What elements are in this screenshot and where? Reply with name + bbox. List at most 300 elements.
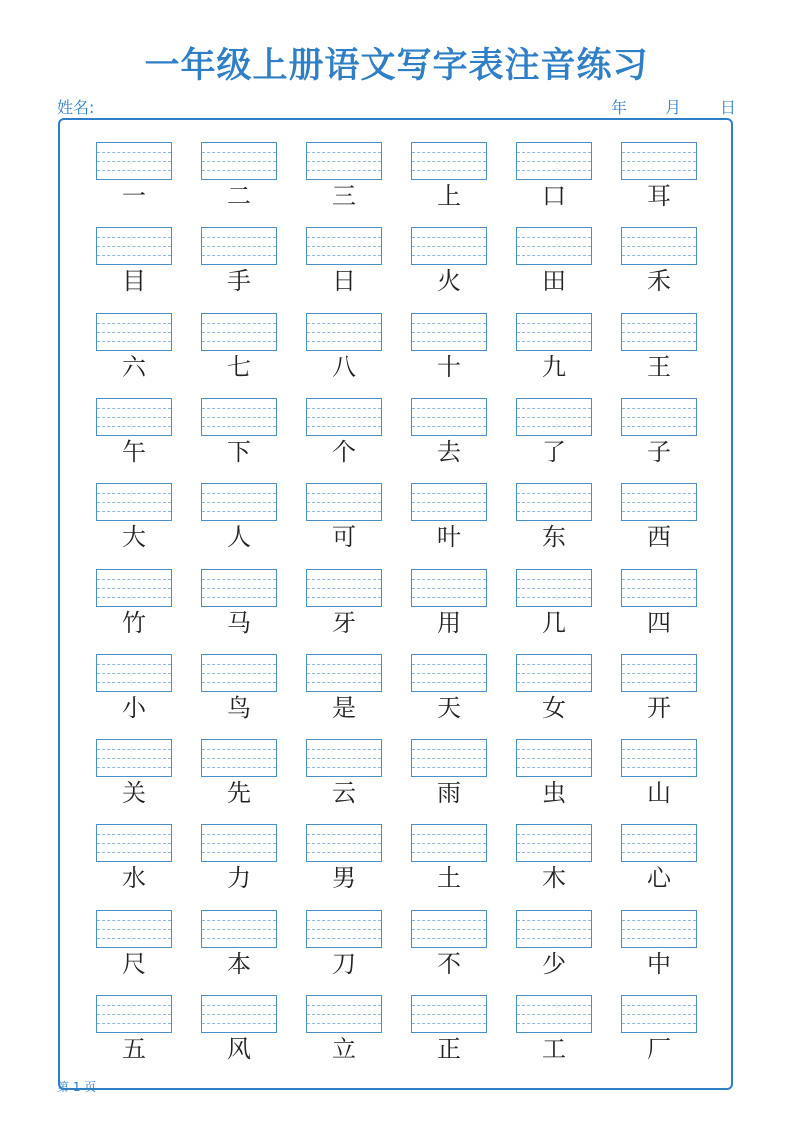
pinyin-guide-line (412, 929, 486, 930)
pinyin-writing-box[interactable] (306, 142, 382, 180)
pinyin-writing-box[interactable] (96, 313, 172, 351)
character-cell (621, 739, 697, 807)
pinyin-guide-line (97, 426, 171, 427)
pinyin-writing-box[interactable] (516, 569, 592, 607)
pinyin-guide-line (517, 682, 591, 683)
pinyin-writing-box[interactable] (411, 995, 487, 1033)
pinyin-guide-line (412, 597, 486, 598)
hanzi-character: 二 (227, 182, 251, 210)
pinyin-guide-line (202, 170, 276, 171)
character-cell (621, 227, 697, 295)
pinyin-guide-line (97, 588, 171, 589)
pinyin-guide-line (622, 255, 696, 256)
date-day-label: 日 (720, 98, 737, 117)
hanzi-character: 下 (227, 438, 251, 466)
character-cell (96, 313, 172, 381)
character-cell (516, 654, 592, 722)
pinyin-writing-box[interactable] (96, 398, 172, 436)
pinyin-guide-line (412, 843, 486, 844)
hanzi-character: 开 (647, 694, 671, 722)
character-cell (516, 483, 592, 551)
character-cell (306, 398, 382, 466)
pinyin-guide-line (517, 237, 591, 238)
pinyin-guide-line (97, 417, 171, 418)
pinyin-guide-line (307, 511, 381, 512)
pinyin-guide-line (517, 332, 591, 333)
pinyin-writing-box[interactable] (621, 398, 697, 436)
pinyin-guide-line (517, 852, 591, 853)
character-cell (411, 824, 487, 892)
pinyin-writing-box[interactable] (516, 910, 592, 948)
character-cell (306, 483, 382, 551)
hanzi-character: 立 (332, 1035, 356, 1063)
pinyin-writing-box[interactable] (516, 398, 592, 436)
pinyin-guide-line (517, 152, 591, 153)
pinyin-writing-box[interactable] (201, 654, 277, 692)
date-year-label: 年 (611, 98, 628, 117)
pinyin-guide-line (97, 332, 171, 333)
page-number: 第 1 页 (57, 1080, 97, 1094)
pinyin-writing-box[interactable] (201, 910, 277, 948)
pinyin-guide-line (412, 161, 486, 162)
pinyin-guide-line (307, 161, 381, 162)
pinyin-writing-box[interactable] (621, 483, 697, 521)
hanzi-character: 禾 (647, 267, 671, 295)
pinyin-guide-line (622, 341, 696, 342)
pinyin-guide-line (307, 1023, 381, 1024)
pinyin-guide-line (622, 502, 696, 503)
pinyin-writing-box[interactable] (306, 483, 382, 521)
pinyin-guide-line (307, 749, 381, 750)
pinyin-guide-line (202, 597, 276, 598)
character-cell (306, 654, 382, 722)
pinyin-guide-line (307, 417, 381, 418)
hanzi-character: 十 (437, 353, 461, 381)
pinyin-guide-line (622, 511, 696, 512)
pinyin-guide-line (202, 408, 276, 409)
pinyin-guide-line (622, 920, 696, 921)
pinyin-guide-line (97, 929, 171, 930)
pinyin-guide-line (517, 843, 591, 844)
hanzi-character: 本 (227, 950, 251, 978)
pinyin-writing-box[interactable] (96, 910, 172, 948)
pinyin-writing-box[interactable] (621, 227, 697, 265)
pinyin-guide-line (307, 597, 381, 598)
character-cell (201, 995, 277, 1063)
pinyin-writing-box[interactable] (306, 739, 382, 777)
pinyin-guide-line (202, 749, 276, 750)
pinyin-guide-line (97, 161, 171, 162)
pinyin-guide-line (97, 408, 171, 409)
character-cell (201, 739, 277, 807)
pinyin-guide-line (202, 332, 276, 333)
character-cell (621, 569, 697, 637)
pinyin-guide-line (307, 502, 381, 503)
pinyin-guide-line (622, 758, 696, 759)
pinyin-guide-line (412, 834, 486, 835)
hanzi-character: 尺 (122, 950, 146, 978)
pinyin-writing-box[interactable] (96, 739, 172, 777)
pinyin-writing-box[interactable] (516, 824, 592, 862)
pinyin-writing-box[interactable] (621, 824, 697, 862)
pinyin-guide-line (412, 673, 486, 674)
pinyin-guide-line (517, 323, 591, 324)
hanzi-character: 人 (227, 523, 251, 551)
hanzi-character: 马 (227, 609, 251, 637)
pinyin-guide-line (97, 834, 171, 835)
pinyin-guide-line (622, 929, 696, 930)
pinyin-writing-box[interactable] (201, 483, 277, 521)
pinyin-guide-line (622, 852, 696, 853)
character-cell (96, 142, 172, 210)
pinyin-writing-box[interactable] (201, 227, 277, 265)
pinyin-guide-line (307, 152, 381, 153)
pinyin-guide-line (517, 579, 591, 580)
hanzi-character: 少 (542, 950, 566, 978)
hanzi-character: 上 (437, 182, 461, 210)
pinyin-guide-line (622, 673, 696, 674)
pinyin-guide-line (202, 767, 276, 768)
pinyin-writing-box[interactable] (96, 483, 172, 521)
pinyin-writing-box[interactable] (201, 398, 277, 436)
pinyin-guide-line (97, 1005, 171, 1006)
pinyin-guide-line (97, 1023, 171, 1024)
pinyin-guide-line (517, 673, 591, 674)
pinyin-guide-line (97, 511, 171, 512)
pinyin-guide-line (202, 1005, 276, 1006)
pinyin-writing-box[interactable] (306, 995, 382, 1033)
pinyin-guide-line (97, 767, 171, 768)
pinyin-guide-line (97, 502, 171, 503)
pinyin-guide-line (622, 588, 696, 589)
pinyin-guide-line (202, 682, 276, 683)
character-cell (96, 910, 172, 978)
pinyin-guide-line (202, 161, 276, 162)
hanzi-character: 五 (122, 1035, 146, 1063)
pinyin-writing-box[interactable] (411, 739, 487, 777)
pinyin-guide-line (97, 673, 171, 674)
pinyin-guide-line (97, 152, 171, 153)
hanzi-character: 正 (437, 1035, 461, 1063)
pinyin-guide-line (517, 920, 591, 921)
character-cell (411, 739, 487, 807)
pinyin-guide-line (97, 664, 171, 665)
character-cell (621, 910, 697, 978)
pinyin-guide-line (622, 161, 696, 162)
character-cell (411, 995, 487, 1063)
pinyin-guide-line (412, 852, 486, 853)
hanzi-character: 口 (542, 182, 566, 210)
character-cell (621, 654, 697, 722)
pinyin-guide-line (622, 417, 696, 418)
pinyin-writing-box[interactable] (96, 569, 172, 607)
pinyin-guide-line (202, 673, 276, 674)
pinyin-guide-line (517, 834, 591, 835)
character-cell (621, 313, 697, 381)
pinyin-guide-line (517, 938, 591, 939)
character-cell (411, 483, 487, 551)
hanzi-character: 水 (122, 864, 146, 892)
pinyin-writing-box[interactable] (306, 569, 382, 607)
pinyin-guide-line (412, 170, 486, 171)
pinyin-guide-line (202, 511, 276, 512)
pinyin-guide-line (202, 664, 276, 665)
pinyin-guide-line (622, 1023, 696, 1024)
pinyin-guide-line (412, 664, 486, 665)
character-cell (306, 227, 382, 295)
pinyin-guide-line (412, 341, 486, 342)
hanzi-character: 虫 (542, 779, 566, 807)
character-cell (411, 227, 487, 295)
pinyin-writing-box[interactable] (306, 227, 382, 265)
hanzi-character: 山 (647, 779, 671, 807)
pinyin-writing-box[interactable] (306, 398, 382, 436)
pinyin-writing-box[interactable] (411, 142, 487, 180)
pinyin-guide-line (307, 579, 381, 580)
hanzi-character: 三 (332, 182, 356, 210)
pinyin-guide-line (622, 1005, 696, 1006)
pinyin-writing-box[interactable] (201, 995, 277, 1033)
pinyin-writing-box[interactable] (621, 910, 697, 948)
character-cell (516, 995, 592, 1063)
hanzi-character: 心 (647, 864, 671, 892)
hanzi-character: 是 (332, 694, 356, 722)
pinyin-writing-box[interactable] (411, 654, 487, 692)
pinyin-guide-line (307, 852, 381, 853)
pinyin-guide-line (97, 341, 171, 342)
pinyin-guide-line (97, 843, 171, 844)
pinyin-writing-box[interactable] (411, 824, 487, 862)
pinyin-writing-box[interactable] (621, 654, 697, 692)
hanzi-character: 用 (437, 609, 461, 637)
pinyin-guide-line (517, 502, 591, 503)
character-cell (516, 227, 592, 295)
character-cell (306, 824, 382, 892)
pinyin-writing-box[interactable] (516, 483, 592, 521)
pinyin-guide-line (412, 682, 486, 683)
pinyin-writing-box[interactable] (201, 569, 277, 607)
pinyin-guide-line (202, 246, 276, 247)
hanzi-character: 火 (437, 267, 461, 295)
pinyin-guide-line (412, 511, 486, 512)
character-cell (516, 910, 592, 978)
pinyin-guide-line (412, 237, 486, 238)
pinyin-guide-line (622, 749, 696, 750)
pinyin-writing-box[interactable] (306, 910, 382, 948)
pinyin-guide-line (307, 938, 381, 939)
pinyin-guide-line (307, 255, 381, 256)
pinyin-writing-box[interactable] (516, 739, 592, 777)
pinyin-guide-line (622, 493, 696, 494)
pinyin-guide-line (412, 588, 486, 589)
hanzi-character: 田 (542, 267, 566, 295)
pinyin-writing-box[interactable] (96, 824, 172, 862)
pinyin-writing-box[interactable] (516, 227, 592, 265)
character-cell (201, 824, 277, 892)
pinyin-guide-line (622, 246, 696, 247)
pinyin-guide-line (97, 1014, 171, 1015)
pinyin-guide-line (202, 1023, 276, 1024)
character-cell (306, 569, 382, 637)
pinyin-guide-line (517, 767, 591, 768)
hanzi-character: 工 (542, 1035, 566, 1063)
pinyin-writing-box[interactable] (96, 995, 172, 1033)
character-cell (411, 910, 487, 978)
character-cell (201, 142, 277, 210)
pinyin-guide-line (622, 843, 696, 844)
pinyin-writing-box[interactable] (621, 995, 697, 1033)
pinyin-writing-box[interactable] (621, 142, 697, 180)
pinyin-guide-line (202, 502, 276, 503)
character-cell (201, 398, 277, 466)
pinyin-guide-line (412, 408, 486, 409)
character-cell (411, 569, 487, 637)
pinyin-guide-line (622, 834, 696, 835)
hanzi-character: 力 (227, 864, 251, 892)
pinyin-writing-box[interactable] (411, 910, 487, 948)
pinyin-guide-line (307, 237, 381, 238)
character-cell (621, 142, 697, 210)
pinyin-writing-box[interactable] (621, 313, 697, 351)
character-cell (96, 483, 172, 551)
pinyin-guide-line (517, 588, 591, 589)
pinyin-guide-line (622, 579, 696, 580)
pinyin-guide-line (307, 767, 381, 768)
hanzi-character: 大 (122, 523, 146, 551)
pinyin-guide-line (412, 1023, 486, 1024)
pinyin-guide-line (622, 408, 696, 409)
pinyin-guide-line (412, 502, 486, 503)
pinyin-guide-line (412, 493, 486, 494)
pinyin-guide-line (97, 493, 171, 494)
date-month-label: 月 (665, 98, 682, 117)
pinyin-guide-line (517, 246, 591, 247)
pinyin-writing-box[interactable] (306, 654, 382, 692)
character-cell (96, 227, 172, 295)
pinyin-guide-line (622, 1014, 696, 1015)
pinyin-writing-box[interactable] (96, 654, 172, 692)
pinyin-guide-line (97, 237, 171, 238)
hanzi-character: 竹 (122, 609, 146, 637)
hanzi-character: 土 (437, 864, 461, 892)
pinyin-guide-line (412, 152, 486, 153)
pinyin-guide-line (97, 758, 171, 759)
pinyin-guide-line (202, 255, 276, 256)
pinyin-writing-box[interactable] (516, 313, 592, 351)
pinyin-guide-line (202, 938, 276, 939)
character-cell (96, 824, 172, 892)
character-cell (411, 398, 487, 466)
pinyin-guide-line (202, 341, 276, 342)
pinyin-writing-box[interactable] (96, 142, 172, 180)
pinyin-writing-box[interactable] (621, 569, 697, 607)
hanzi-character: 不 (437, 950, 461, 978)
pinyin-guide-line (307, 493, 381, 494)
pinyin-writing-box[interactable] (411, 227, 487, 265)
pinyin-writing-box[interactable] (411, 398, 487, 436)
pinyin-writing-box[interactable] (201, 142, 277, 180)
pinyin-guide-line (412, 1005, 486, 1006)
pinyin-guide-line (517, 493, 591, 494)
hanzi-character: 目 (122, 267, 146, 295)
pinyin-writing-box[interactable] (306, 313, 382, 351)
hanzi-character: 中 (647, 950, 671, 978)
pinyin-guide-line (412, 920, 486, 921)
name-label: 姓名: (57, 98, 95, 117)
pinyin-guide-line (307, 664, 381, 665)
pinyin-guide-line (622, 938, 696, 939)
character-cell (306, 739, 382, 807)
character-cell (306, 910, 382, 978)
pinyin-guide-line (202, 1014, 276, 1015)
pinyin-writing-box[interactable] (621, 739, 697, 777)
pinyin-guide-line (517, 170, 591, 171)
character-cell (516, 142, 592, 210)
pinyin-guide-line (622, 323, 696, 324)
hanzi-character: 西 (647, 523, 671, 551)
pinyin-guide-line (97, 597, 171, 598)
character-cell (516, 569, 592, 637)
pinyin-guide-line (202, 834, 276, 835)
hanzi-character: 四 (647, 609, 671, 637)
pinyin-guide-line (202, 843, 276, 844)
pinyin-guide-line (517, 408, 591, 409)
pinyin-guide-line (202, 758, 276, 759)
pinyin-writing-box[interactable] (201, 739, 277, 777)
pinyin-writing-box[interactable] (516, 142, 592, 180)
pinyin-writing-box[interactable] (516, 654, 592, 692)
pinyin-writing-box[interactable] (96, 227, 172, 265)
pinyin-guide-line (97, 255, 171, 256)
hanzi-character: 小 (122, 694, 146, 722)
pinyin-writing-box[interactable] (411, 483, 487, 521)
character-cell (96, 398, 172, 466)
pinyin-guide-line (517, 511, 591, 512)
pinyin-guide-line (202, 852, 276, 853)
pinyin-guide-line (412, 767, 486, 768)
pinyin-writing-box[interactable] (411, 569, 487, 607)
character-cell (411, 313, 487, 381)
pinyin-guide-line (97, 246, 171, 247)
pinyin-guide-line (97, 323, 171, 324)
pinyin-guide-line (202, 929, 276, 930)
character-cell (201, 313, 277, 381)
pinyin-guide-line (202, 426, 276, 427)
pinyin-guide-line (517, 597, 591, 598)
pinyin-guide-line (307, 341, 381, 342)
hanzi-character: 刀 (332, 950, 356, 978)
pinyin-guide-line (307, 673, 381, 674)
pinyin-guide-line (202, 588, 276, 589)
pinyin-guide-line (307, 332, 381, 333)
pinyin-guide-line (97, 579, 171, 580)
pinyin-guide-line (622, 426, 696, 427)
pinyin-guide-line (307, 929, 381, 930)
hanzi-character: 去 (437, 438, 461, 466)
pinyin-guide-line (412, 749, 486, 750)
pinyin-writing-box[interactable] (201, 313, 277, 351)
pinyin-guide-line (412, 938, 486, 939)
pinyin-guide-line (307, 408, 381, 409)
hanzi-character: 厂 (647, 1035, 671, 1063)
pinyin-writing-box[interactable] (411, 313, 487, 351)
pinyin-guide-line (307, 1014, 381, 1015)
pinyin-writing-box[interactable] (306, 824, 382, 862)
pinyin-guide-line (412, 332, 486, 333)
pinyin-writing-box[interactable] (516, 995, 592, 1033)
pinyin-writing-box[interactable] (201, 824, 277, 862)
character-cell (201, 569, 277, 637)
